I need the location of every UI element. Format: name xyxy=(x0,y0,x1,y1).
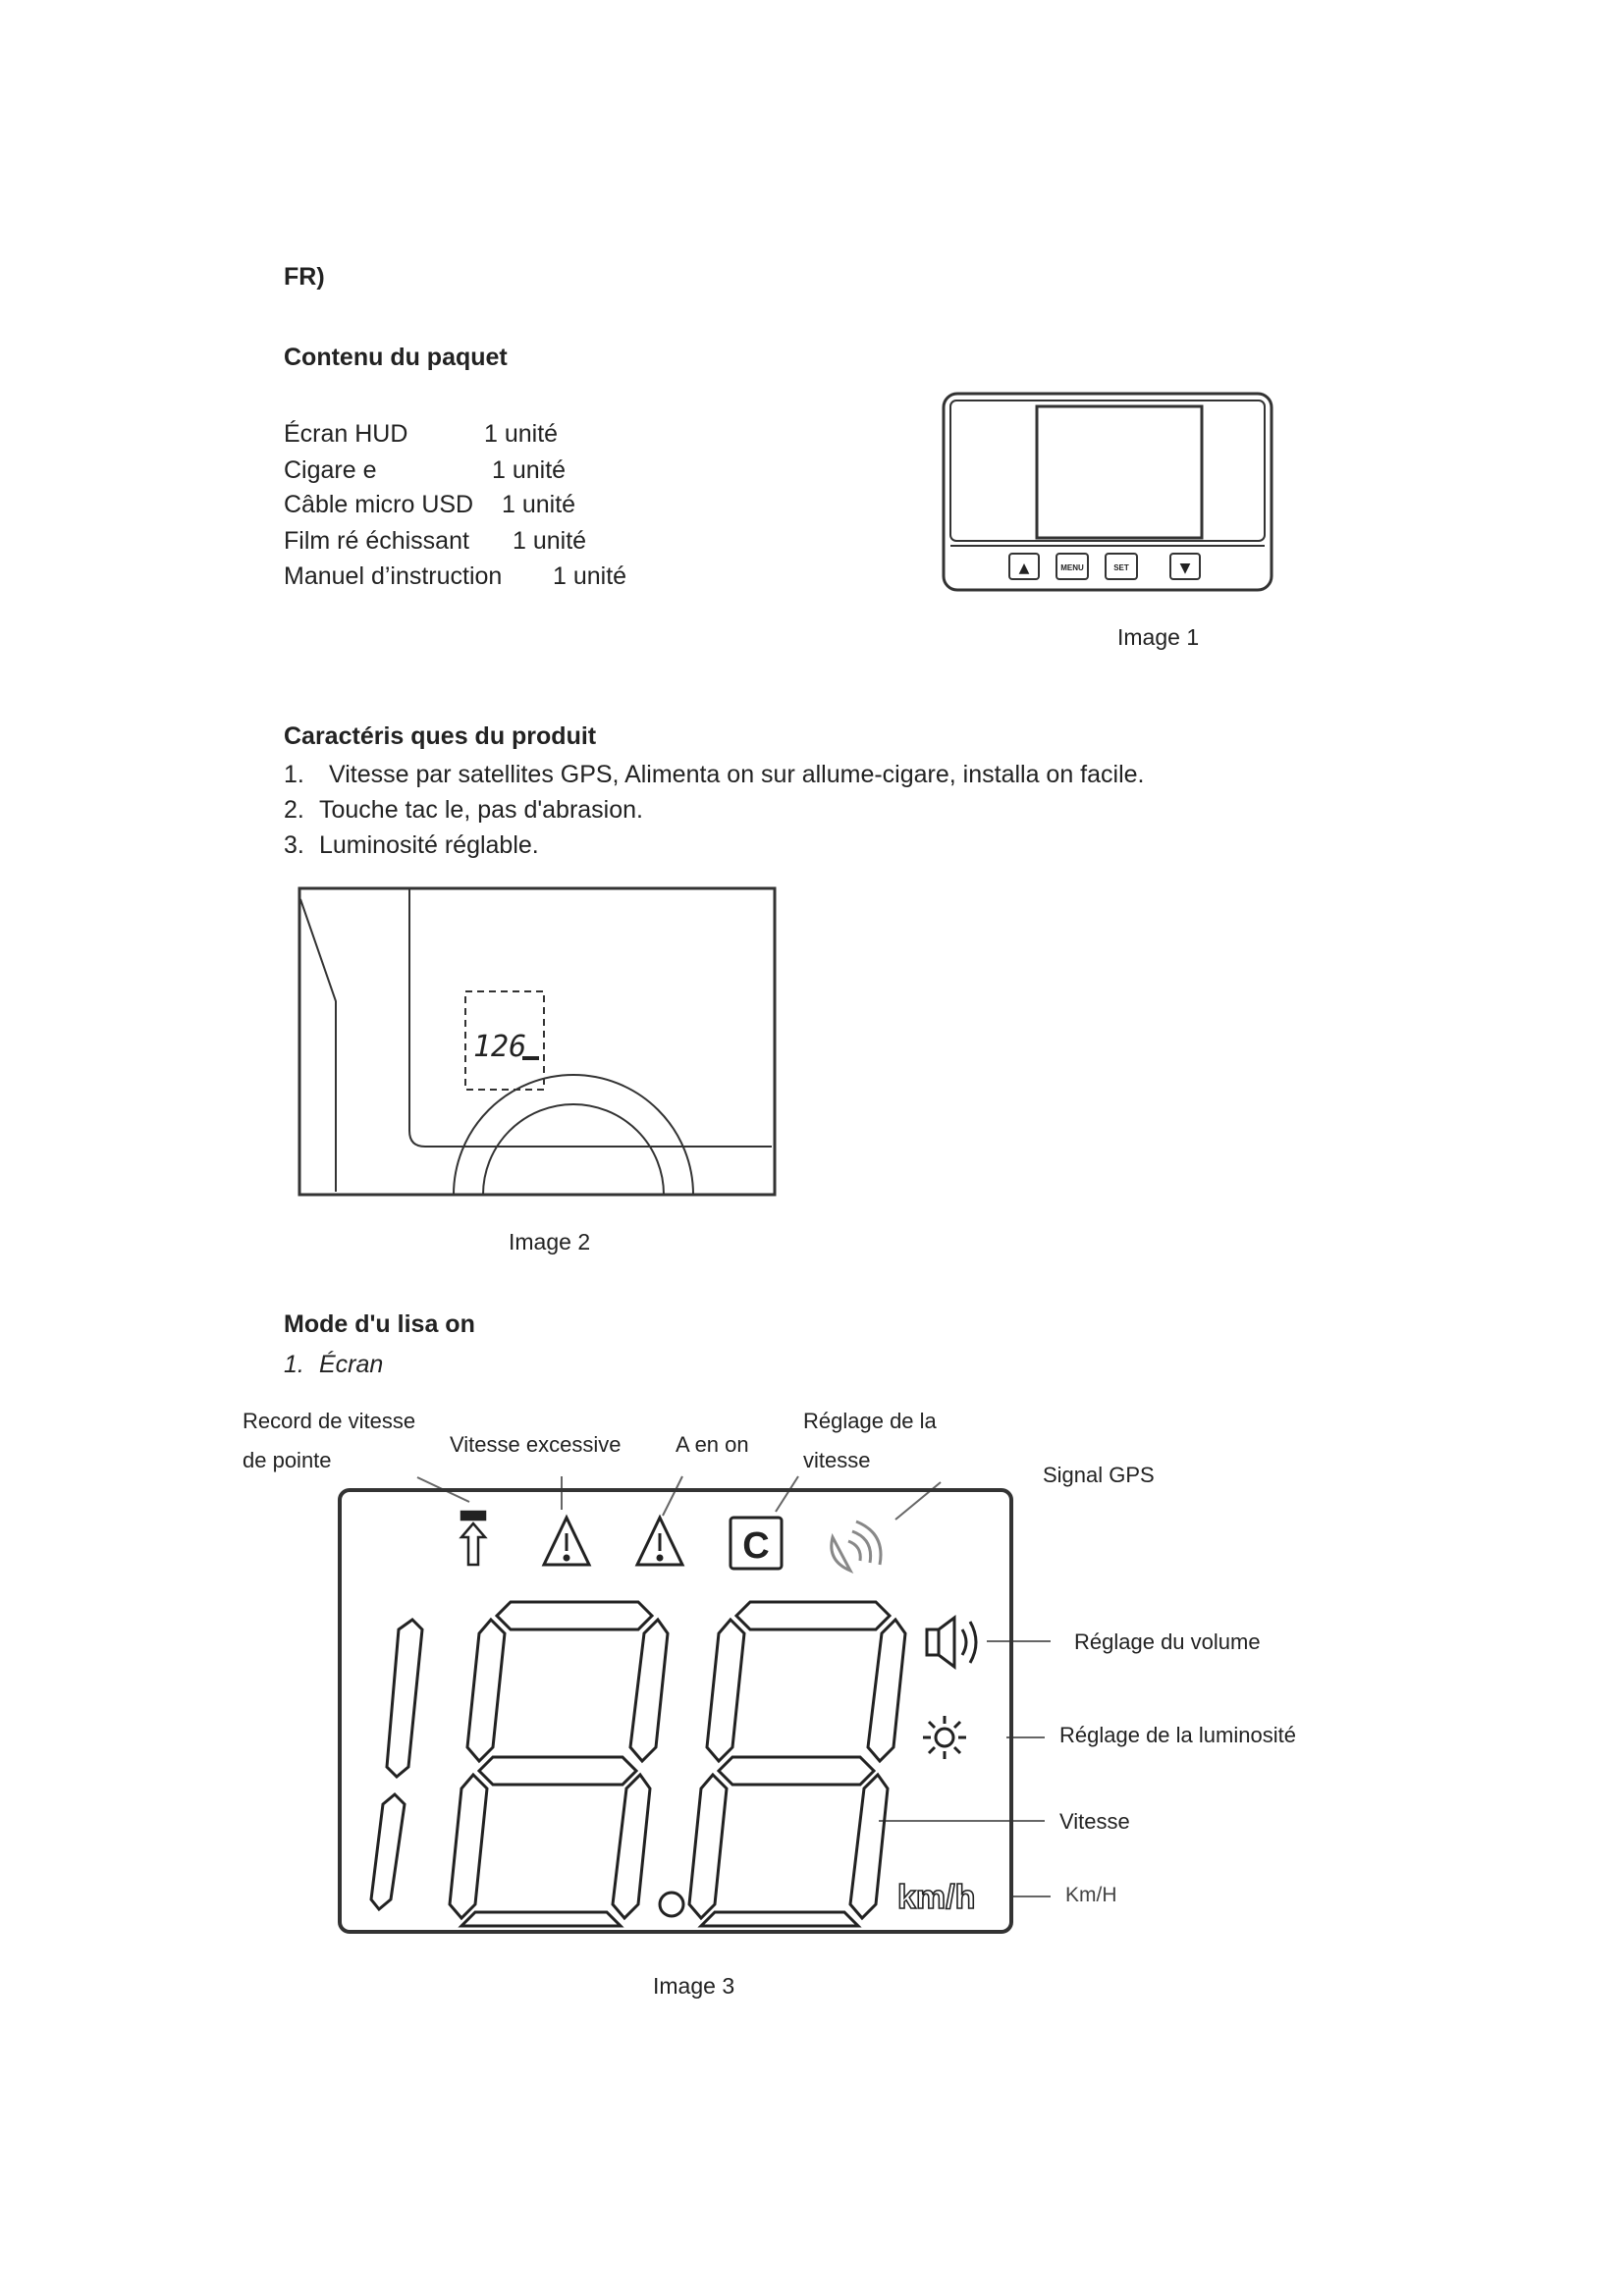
package-item-name: Écran HUD xyxy=(284,420,408,448)
package-item-qty: 1 unité xyxy=(484,420,559,448)
package-item-name: Film ré échissant xyxy=(284,527,469,555)
package-item-qty: 1 unité xyxy=(513,527,587,555)
label-gps-signal: Signal GPS xyxy=(1043,1463,1155,1487)
attention-warning-icon xyxy=(637,1518,682,1565)
label-peak-record-line2: de pointe xyxy=(243,1448,332,1472)
digit-eight-tens xyxy=(450,1602,668,1926)
image3-caption: Image 3 xyxy=(653,1973,735,1999)
gps-satellite-icon xyxy=(832,1522,881,1571)
digit-one xyxy=(371,1620,422,1909)
usage-subtitle-number: 1. xyxy=(284,1351,304,1378)
label-unit: Km/H xyxy=(1065,1884,1117,1906)
volume-speaker-icon xyxy=(927,1618,976,1667)
callout-lines xyxy=(417,1476,1051,1896)
image1-caption: Image 1 xyxy=(1117,624,1200,650)
brightness-sun-icon xyxy=(923,1716,966,1759)
feature-text: Luminosité réglable. xyxy=(319,831,539,859)
package-item-qty: 1 unité xyxy=(553,562,627,590)
package-item-name: Manuel d’instruction xyxy=(284,562,503,590)
svg-text:▼: ▼ xyxy=(1179,561,1191,576)
label-overspeed: Vitesse excessive xyxy=(450,1432,622,1457)
feature-number: 2. xyxy=(284,796,304,824)
overspeed-warning-icon xyxy=(544,1518,589,1565)
label-volume: Réglage du volume xyxy=(1074,1629,1261,1654)
image2-caption: Image 2 xyxy=(509,1229,591,1255)
svg-text:MENU: MENU xyxy=(1060,563,1084,572)
svg-text:C: C xyxy=(742,1525,770,1567)
usage-subtitle: Écran xyxy=(319,1351,384,1378)
label-speed: Vitesse xyxy=(1059,1809,1130,1834)
feature-number: 1. xyxy=(284,761,304,788)
label-speed-setting-line1: Réglage de la xyxy=(803,1409,937,1433)
package-item-name: Câble micro USD xyxy=(284,491,474,518)
speed-setting-c-icon xyxy=(731,1518,782,1569)
feature-number: 3. xyxy=(284,831,304,859)
label-peak-record-line1: Record de vitesse xyxy=(243,1409,416,1433)
feature-text: Vitesse par satellites GPS, Alimenta on sur allume-cigare, installa on facile. xyxy=(329,761,1145,788)
package-item-qty: 1 unité xyxy=(502,491,576,518)
display-unit-kmh: km/h xyxy=(897,1879,976,1916)
language-heading: FR) xyxy=(284,263,325,291)
windshield-speed-reading: 126 xyxy=(473,1030,527,1064)
label-brightness: Réglage de la luminosité xyxy=(1059,1723,1296,1747)
decimal-point xyxy=(660,1893,683,1916)
features-title: Caractéris ques du produit xyxy=(284,722,597,750)
usage-title: Mode d'u lisa on xyxy=(284,1310,475,1338)
package-title: Contenu du paquet xyxy=(284,344,508,371)
lcd-frame xyxy=(340,1490,1011,1932)
package-item-qty: 1 unité xyxy=(492,456,567,484)
peak-record-icon xyxy=(461,1512,485,1565)
svg-text:▲: ▲ xyxy=(1018,561,1030,576)
label-attention: A en on xyxy=(676,1432,749,1457)
svg-text:SET: SET xyxy=(1113,563,1129,572)
package-item-name: Cigare e xyxy=(284,456,377,484)
label-speed-setting-line2: vitesse xyxy=(803,1448,871,1472)
feature-text: Touche tac le, pas d'abrasion. xyxy=(319,796,643,824)
digit-eight-units xyxy=(689,1602,905,1926)
